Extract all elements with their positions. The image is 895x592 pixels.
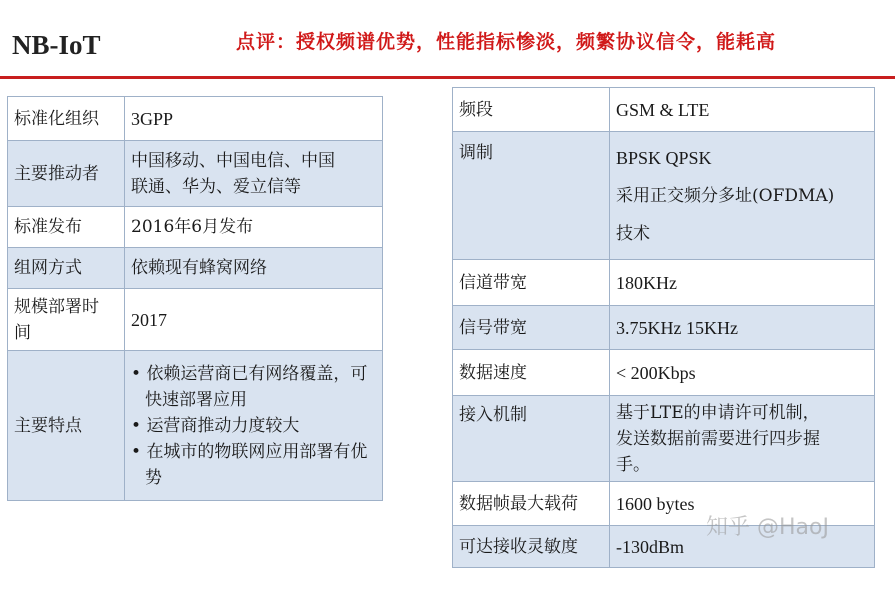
- row-key: 主要推动者: [8, 141, 125, 207]
- row-value: [610, 396, 875, 482]
- table-row: [453, 132, 875, 260]
- row-key: 组网方式: [8, 248, 125, 289]
- row-value-line: 采用正交频分多址(OFDMA): [616, 185, 835, 206]
- row-key-line: 规模部署时: [14, 296, 99, 317]
- row-value: [125, 141, 383, 207]
- table-row: [453, 88, 875, 132]
- right-spec-table: [452, 87, 875, 568]
- list-item: • 运营商推动力度较大: [131, 413, 376, 439]
- row-value: 依赖现有蜂窝网络: [125, 248, 383, 289]
- row-key: 信号带宽: [453, 306, 610, 350]
- row-value-line: 基于LTE的申请许可机制，: [616, 402, 820, 423]
- row-value: 2016年6月发布: [125, 207, 383, 248]
- row-value: 3.75KHz 15KHz: [610, 306, 875, 350]
- row-value: 1600 bytes: [610, 482, 875, 526]
- row-value: [610, 132, 875, 260]
- table-row: [8, 351, 383, 501]
- row-value-line: 手。: [616, 454, 650, 475]
- row-key: 可达接收灵敏度: [453, 526, 610, 568]
- review-comment: 点评：授权频谱优势，性能指标惨淡，频繁协议信令，能耗高: [236, 31, 777, 53]
- table-row: [8, 207, 383, 248]
- row-value-line: 联通、华为、爱立信等: [131, 176, 301, 197]
- row-key: 接入机制: [453, 396, 610, 482]
- table-row: [453, 260, 875, 306]
- table-row: [8, 97, 383, 141]
- table-row: [8, 289, 383, 351]
- watermark: 知乎 @HaoJ: [706, 515, 829, 540]
- row-value: 180KHz: [610, 260, 875, 306]
- row-key: 标准发布: [8, 207, 125, 248]
- row-key-line: 间: [14, 322, 31, 343]
- row-value: < 200Kbps: [610, 350, 875, 396]
- row-value-line: 技术: [616, 223, 650, 244]
- table-row: [453, 350, 875, 396]
- row-key: 数据速度: [453, 350, 610, 396]
- row-value: 2017: [125, 289, 383, 351]
- row-key: 主要特点: [8, 351, 125, 501]
- row-key: 调制: [453, 132, 610, 260]
- table-row: [8, 141, 383, 207]
- row-key: 数据帧最大载荷: [453, 482, 610, 526]
- row-key: [8, 289, 125, 351]
- table-row: [453, 396, 875, 482]
- table-row: [8, 248, 383, 289]
- row-key: 标准化组织: [8, 97, 125, 141]
- row-value-line: BPSK QPSK: [616, 147, 712, 168]
- row-value: [125, 351, 383, 501]
- row-value-line: 中国移动、中国电信、中国: [131, 150, 335, 171]
- row-value: 3GPP: [125, 97, 383, 141]
- feature-list: [131, 361, 376, 491]
- page-title: NB-IoT: [12, 30, 101, 60]
- header-divider: [0, 76, 895, 79]
- list-item: • 在城市的物联网应用部署有优势: [131, 439, 376, 491]
- table-row: [453, 306, 875, 350]
- row-key: 信道带宽: [453, 260, 610, 306]
- left-spec-table: [7, 96, 383, 501]
- row-value: GSM & LTE: [610, 88, 875, 132]
- row-value-line: 发送数据前需要进行四步握: [616, 428, 820, 449]
- row-value: -130dBm: [610, 526, 875, 568]
- row-key: 频段: [453, 88, 610, 132]
- list-item: • 依赖运营商已有网络覆盖，可快速部署应用: [131, 361, 376, 413]
